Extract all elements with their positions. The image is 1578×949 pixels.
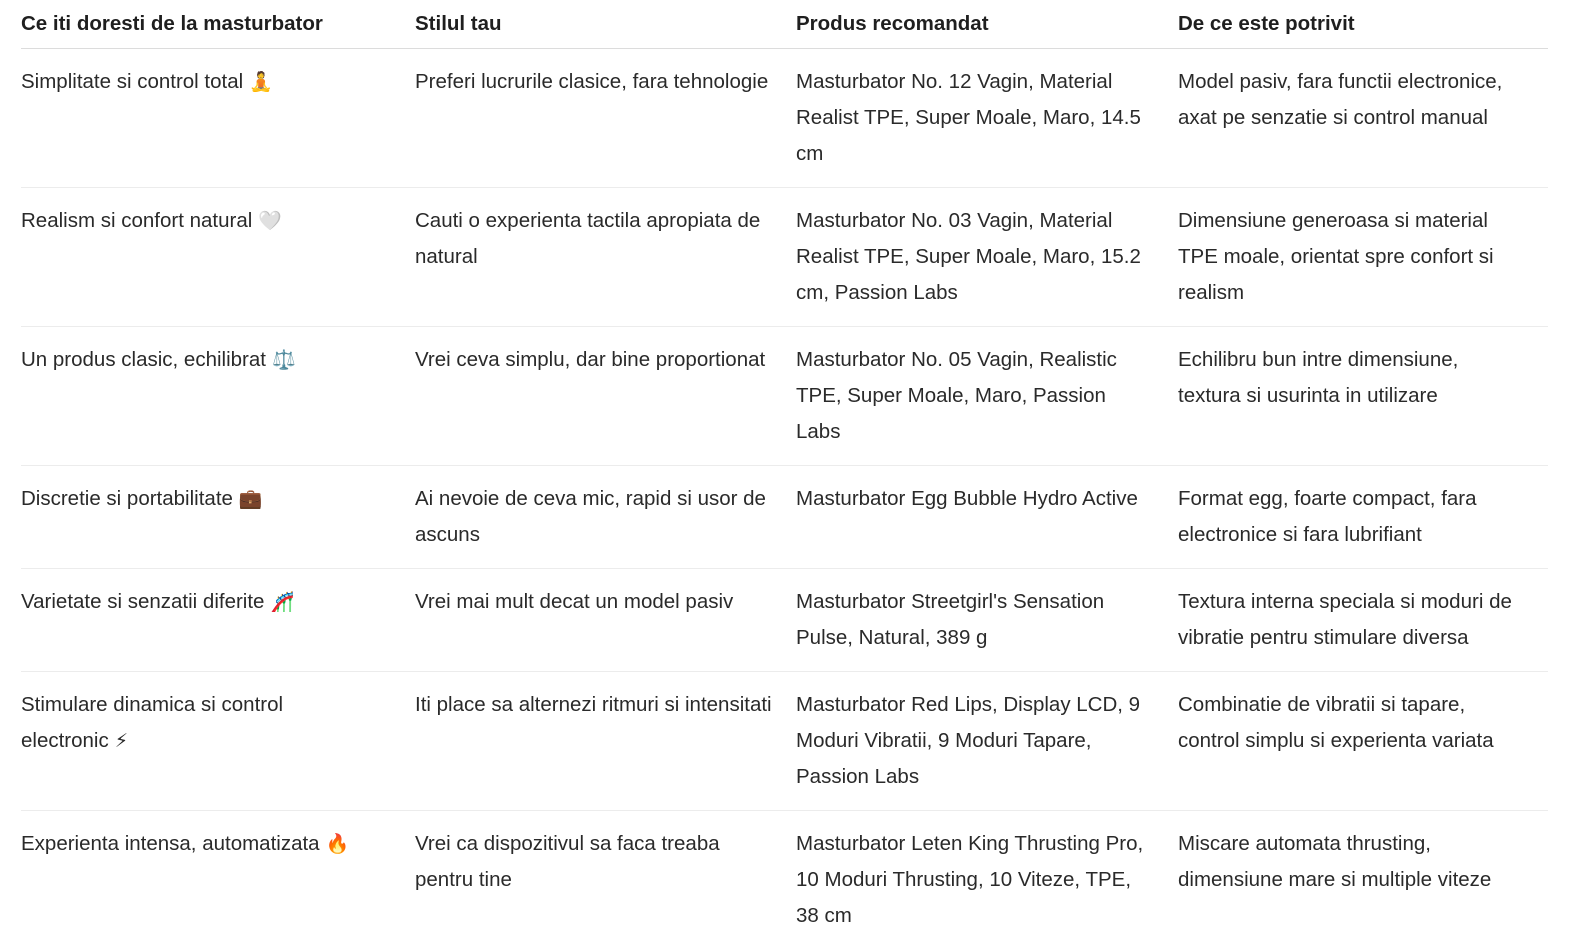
table-row bbox=[21, 568, 1548, 671]
briefcase-icon: 💼 bbox=[238, 488, 263, 510]
cell-product: Masturbator Egg Bubble Hydro Active bbox=[796, 465, 1178, 568]
cell-product: Masturbator Streetgirl's Sensation Pulse, Natural, 389 g bbox=[796, 568, 1178, 671]
cell-product: Masturbator Leten King Thrusting Pro, 10 Moduri Thrusting, 10 Viteze, TPE, 38 cm bbox=[796, 831, 1144, 927]
cell-style: Vrei mai mult decat un model pasiv bbox=[415, 568, 796, 671]
recommendation-table-container bbox=[21, 0, 1548, 949]
need-text: Discretie si portabilitate bbox=[21, 486, 233, 510]
cell-need bbox=[21, 810, 415, 949]
need-text: Stimulare dinamica si control electronic bbox=[21, 692, 284, 752]
table-row bbox=[21, 465, 1548, 568]
column-header-need: Ce iti doresti de la masturbator bbox=[21, 0, 415, 48]
cell-reason: Combinatie de vibratii si tapare, control simplu si experienta variata bbox=[1178, 671, 1548, 810]
cell-product: Masturbator No. 12 Vagin, Material Realist TPE, Super Moale, Maro, 14.5 cm bbox=[796, 48, 1178, 187]
white-heart-icon: 🤍 bbox=[258, 210, 282, 232]
cell-product: Masturbator No. 03 Vagin, Material Realist TPE, Super Moale, Maro, 15.2 cm, Passion Labs bbox=[796, 187, 1178, 326]
cell-need bbox=[21, 568, 415, 671]
cell-style: Ai nevoie de ceva mic, rapid si usor de ascuns bbox=[415, 465, 796, 568]
cell-need bbox=[21, 326, 415, 465]
cell-product: Masturbator Red Lips, Display LCD, 9 Moduri Vibratii, 9 Moduri Tapare, Passion Labs bbox=[796, 671, 1178, 810]
cell-style: Vrei ceva simplu, dar bine proportionat bbox=[415, 326, 796, 465]
cell-reason: Dimensiune generoasa si material TPE moale, orientat spre confort si realism bbox=[1178, 187, 1548, 326]
need-text: Varietate si senzatii diferite bbox=[21, 589, 265, 613]
cell-need bbox=[21, 48, 415, 187]
fire-icon: 🔥 bbox=[325, 833, 350, 855]
table-row bbox=[21, 326, 1548, 465]
cell-style: Preferi lucrurile clasice, fara tehnologie bbox=[415, 48, 796, 187]
table-row bbox=[21, 671, 1548, 810]
need-text: Experienta intensa, automatizata bbox=[21, 831, 320, 855]
cell-style: Cauti o experienta tactila apropiata de natural bbox=[415, 187, 796, 326]
column-header-product: Produs recomandat bbox=[796, 0, 1178, 48]
table-row bbox=[21, 187, 1548, 326]
need-text: Un produs clasic, echilibrat bbox=[21, 347, 266, 371]
cell-reason: Echilibru bun intre dimensiune, textura si usurinta in utilizare bbox=[1178, 326, 1548, 465]
cell-need bbox=[21, 465, 415, 568]
lightning-icon: ⚡ bbox=[114, 730, 129, 752]
table-header-row bbox=[21, 0, 1548, 48]
cell-style: Vrei ca dispozitivul sa faca treaba pentru tine bbox=[415, 831, 720, 891]
need-text: Simplitate si control total bbox=[21, 69, 244, 93]
table-row bbox=[21, 810, 1548, 949]
cell-reason: Miscare automata thrusting, dimensiune mare si multiple viteze bbox=[1178, 831, 1492, 891]
meditation-icon: 🧘 bbox=[249, 71, 273, 93]
cell-product: Masturbator No. 05 Vagin, Realistic TPE, Super Moale, Maro, Passion Labs bbox=[796, 326, 1178, 465]
cell-reason: Textura interna speciala si moduri de vibratie pentru stimulare diversa bbox=[1178, 568, 1548, 671]
cell-need bbox=[21, 671, 415, 810]
cell-reason: Format egg, foarte compact, fara electronice si fara lubrifiant bbox=[1178, 465, 1548, 568]
roller-coaster-icon: 🎢 bbox=[270, 591, 295, 613]
balance-scale-icon: ⚖️ bbox=[271, 349, 296, 371]
table-row bbox=[21, 48, 1548, 187]
need-text: Realism si confort natural bbox=[21, 208, 253, 232]
cell-reason: Model pasiv, fara functii electronice, axat pe senzatie si control manual bbox=[1178, 48, 1548, 187]
column-header-style: Stilul tau bbox=[415, 0, 796, 48]
cell-style: Iti place sa alternezi ritmuri si intensitati bbox=[415, 671, 796, 810]
column-header-reason: De ce este potrivit bbox=[1178, 0, 1548, 48]
recommendation-table bbox=[21, 0, 1548, 949]
cell-need bbox=[21, 187, 415, 326]
